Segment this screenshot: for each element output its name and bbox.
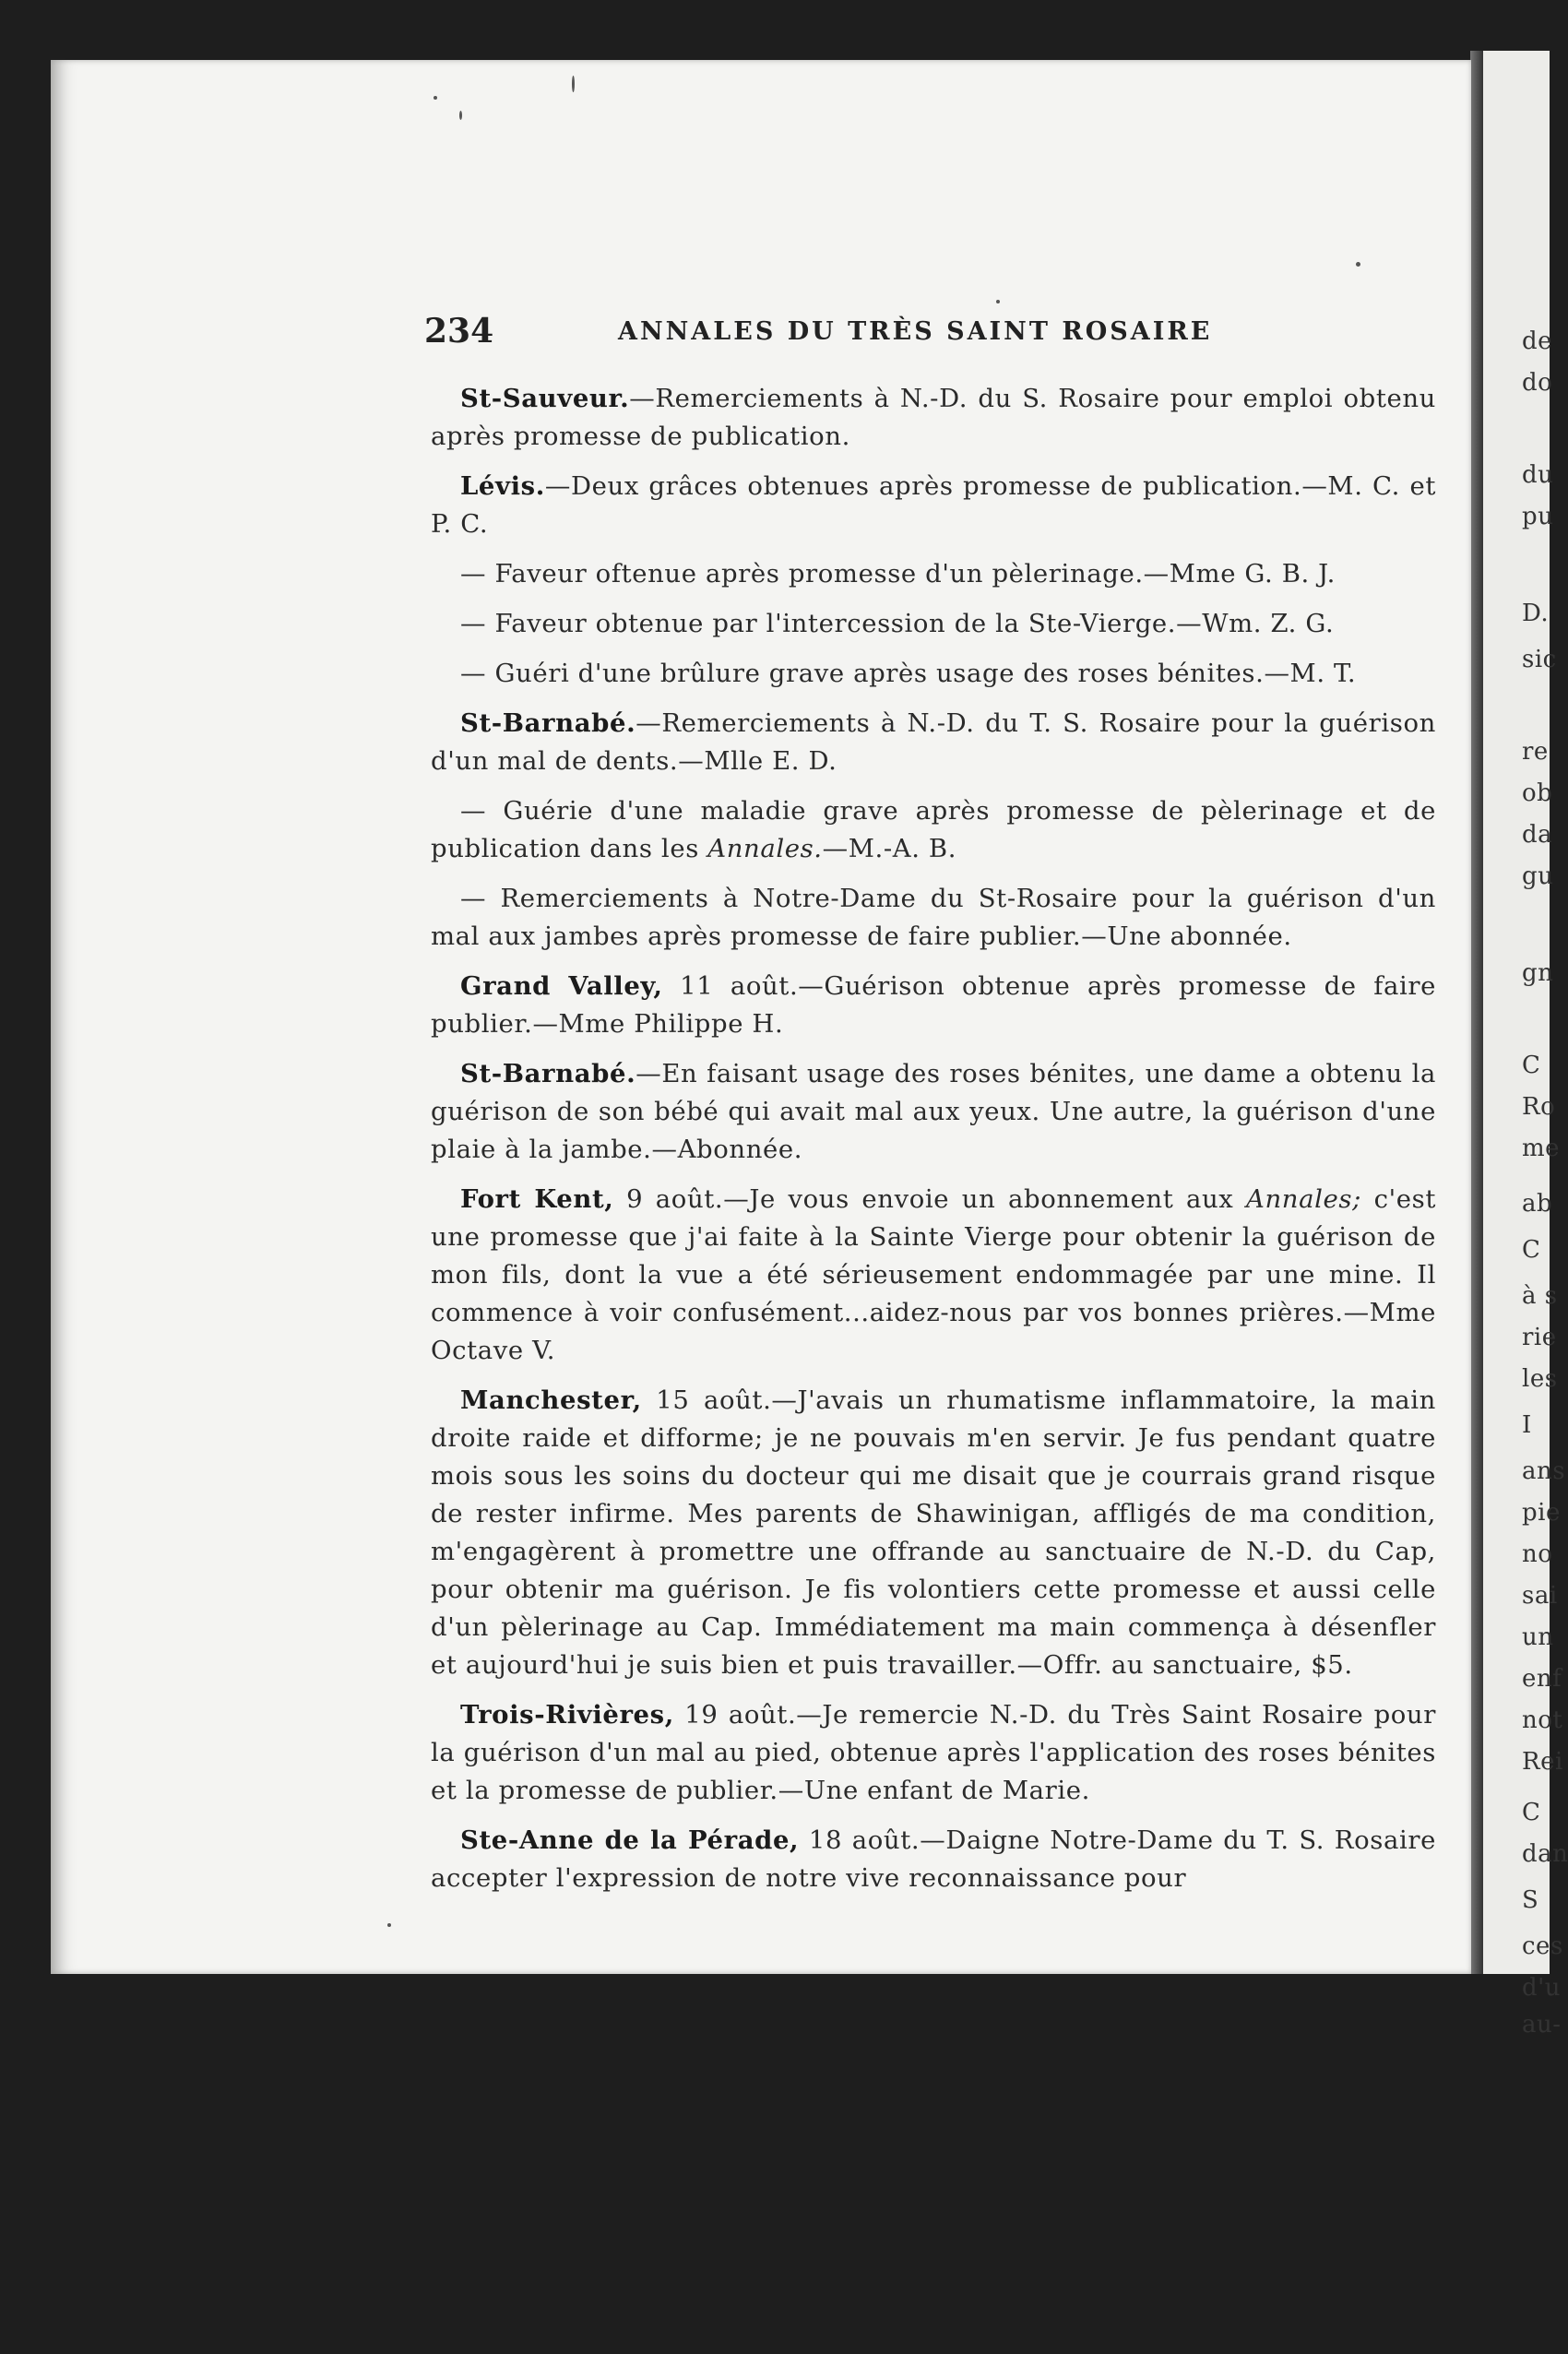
facing-page-fragment: D. bbox=[1522, 600, 1550, 627]
entry-paragraph bbox=[431, 468, 1436, 543]
facing-page-fragment: à s bbox=[1522, 1282, 1558, 1310]
entry-place: St-Sauveur. bbox=[460, 384, 630, 413]
scan-speck bbox=[434, 96, 437, 100]
entry-text: 11 août.—Guérison obtenue après promesse de faire publier.—Mme Philippe H. bbox=[431, 971, 1436, 1039]
facing-page-fragment: re bbox=[1522, 738, 1549, 766]
entry-text: —Remerciements à N.-D. du S. Rosaire pour emploi obtenu après promesse de publication. bbox=[431, 384, 1436, 451]
facing-page-fragment: sic bbox=[1522, 646, 1557, 673]
facing-page-fragment: do bbox=[1522, 369, 1553, 397]
entry-place: St-Barnabé. bbox=[460, 708, 636, 738]
entry-italic-title: Annales. bbox=[707, 834, 823, 863]
entry-text: 19 août.—Je remercie N.-D. du Très Saint Rosaire pour la guérison d'un mal au pied, obtenue après l'application des roses bénites et la promesse de publier.—Une enfant de Marie. bbox=[431, 1700, 1436, 1805]
entry-paragraph bbox=[431, 655, 1436, 693]
facing-page-fragment: les bbox=[1522, 1365, 1558, 1393]
facing-page-fragment: gn bbox=[1522, 959, 1554, 987]
entry-text: 15 août.—J'avais un rhumatisme inflammatoire, la main droite raide et difforme; je ne pouvais m'en servir. Je fus pendant quatre mois sous les soins du docteur qui me disait que je courrais grand risque de rester infirme. Mes parents de Shawinigan, affligés de ma condition, m'engagèrent à promettre une offrande au sanctuaire de N.-D. du Cap, pour obtenir ma guérison. Je fis volontiers cette promesse et aussi celle d'un pèlerinage au Cap. Immédiatement ma main commença à désenfler et aujourd'hui je suis bien et puis travailler.—Offr. au sanctuaire, $5. bbox=[431, 1385, 1436, 1680]
entry-text: 9 août.—Je vous envoie un abonnement aux bbox=[613, 1184, 1247, 1214]
facing-page-fragment: d'u bbox=[1522, 1974, 1562, 2002]
scan-speck bbox=[996, 300, 1000, 303]
facing-page-fragment: ab bbox=[1522, 1190, 1553, 1218]
entry-text: — Guéri d'une brûlure grave après usage des roses bénites.—M. T. bbox=[460, 659, 1357, 688]
entry-text: — Remerciements à Notre-Dame du St-Rosaire pour la guérison d'un mal aux jambes après promesse de faire publier.—Une abonnée. bbox=[431, 884, 1436, 951]
facing-page-fragment: ces bbox=[1522, 1932, 1563, 1960]
book-spine-shadow bbox=[1470, 51, 1483, 1974]
facing-page-fragment: pie bbox=[1522, 1499, 1561, 1527]
facing-page-fragment: Ro bbox=[1522, 1093, 1556, 1121]
scan-speck bbox=[1356, 262, 1360, 267]
facing-page-edge bbox=[1483, 51, 1568, 2039]
facing-page-fragment: sai bbox=[1522, 1582, 1558, 1610]
entry-text: 18 août.—Daigne Notre-Dame du T. S. Rosaire accepter l'expression de notre vive reconnaissance pour bbox=[431, 1825, 1436, 1893]
scan-speck bbox=[459, 111, 462, 120]
entry-place: Fort Kent, bbox=[460, 1184, 614, 1214]
page-body-text bbox=[431, 380, 1436, 1909]
entry-text: —En faisant usage des roses bénites, une dame a obtenu la guérison de son bébé qui avait mal aux yeux. Une autre, la guérison d'une plaie à la jambe.—Abonnée. bbox=[431, 1059, 1436, 1164]
entry-paragraph bbox=[431, 605, 1436, 643]
facing-page-fragment: dan bbox=[1522, 1840, 1568, 1868]
facing-page-fragment: C bbox=[1522, 1052, 1541, 1079]
facing-page-fragment: me bbox=[1522, 1135, 1561, 1162]
facing-page-fragment: S bbox=[1522, 1886, 1539, 1914]
entry-text: —Deux grâces obtenues après promesse de publication.—M. C. et P. C. bbox=[431, 471, 1436, 539]
entry-place: St-Barnabé. bbox=[460, 1059, 636, 1088]
entry-paragraph bbox=[431, 705, 1436, 780]
entry-paragraph bbox=[431, 380, 1436, 456]
scan-speck bbox=[572, 76, 575, 92]
facing-page-fragment: gu bbox=[1522, 862, 1554, 890]
facing-page-fragment: I bbox=[1522, 1411, 1532, 1439]
scan-speck bbox=[387, 1923, 391, 1927]
entry-place: Manchester, bbox=[460, 1385, 642, 1415]
entry-italic-title: Annales; bbox=[1246, 1184, 1361, 1214]
entry-text-continued: c'est une promesse que j'ai faite à la Sainte Vierge pour obtenir la guérison de mon fils, dont la vue a été sérieusement endommagée par une mine. Il commence à voir confusément...aidez-nous par vos bonnes prières.—Mme Octave V. bbox=[431, 1184, 1436, 1365]
entry-place: Ste-Anne de la Pérade, bbox=[460, 1825, 800, 1855]
entry-paragraph bbox=[431, 1822, 1436, 1897]
entry-paragraph bbox=[431, 968, 1436, 1043]
facing-page-fragment: ans bbox=[1522, 1457, 1566, 1485]
entry-text: —Remerciements à N.-D. du T. S. Rosaire pour la guérison d'un mal de dents.—Mlle E. D. bbox=[431, 708, 1436, 776]
page-number: 234 bbox=[424, 312, 494, 351]
facing-page-fragment: de bbox=[1522, 327, 1553, 355]
entry-paragraph bbox=[431, 1181, 1436, 1370]
entry-place: Grand Valley, bbox=[460, 971, 663, 1001]
entry-paragraph bbox=[431, 1696, 1436, 1810]
facing-page-fragment: du bbox=[1522, 461, 1554, 489]
facing-page-fragment: Rei bbox=[1522, 1748, 1563, 1776]
facing-page-fragment: C bbox=[1522, 1799, 1541, 1826]
entry-paragraph bbox=[431, 1055, 1436, 1169]
facing-page-fragment: no bbox=[1522, 1540, 1553, 1568]
entry-paragraph bbox=[431, 1382, 1436, 1684]
facing-page-fragment: un bbox=[1522, 1623, 1554, 1651]
entry-place: Trois-Rivières, bbox=[460, 1700, 674, 1730]
entry-text: — Faveur obtenue par l'intercession de la Ste-Vierge.—Wm. Z. G. bbox=[460, 609, 1335, 638]
running-title: ANNALES DU TRÈS SAINT ROSAIRE bbox=[618, 317, 1213, 346]
entry-text: — Faveur oftenue après promesse d'un pèlerinage.—Mme G. B. J. bbox=[460, 559, 1336, 588]
facing-page-fragment: C bbox=[1522, 1236, 1541, 1264]
facing-page-fragment: au- bbox=[1522, 2011, 1562, 2039]
entry-text-continued: —M.-A. B. bbox=[822, 834, 957, 863]
facing-page-fragment: ob bbox=[1522, 779, 1553, 807]
facing-page-fragment: rie bbox=[1522, 1324, 1557, 1351]
facing-page-fragment: pu bbox=[1522, 503, 1554, 530]
page-header bbox=[424, 312, 1453, 354]
entry-paragraph bbox=[431, 555, 1436, 593]
entry-text: — Guérie d'une maladie grave après promesse de pèlerinage et de publication dans les bbox=[431, 796, 1436, 863]
entry-paragraph bbox=[431, 880, 1436, 956]
entry-paragraph bbox=[431, 792, 1436, 868]
facing-page-fragment: da bbox=[1522, 821, 1553, 849]
entry-place: Lévis. bbox=[460, 471, 545, 501]
facing-page-fragment: enf bbox=[1522, 1665, 1562, 1693]
facing-page-fragment: not bbox=[1522, 1706, 1563, 1734]
